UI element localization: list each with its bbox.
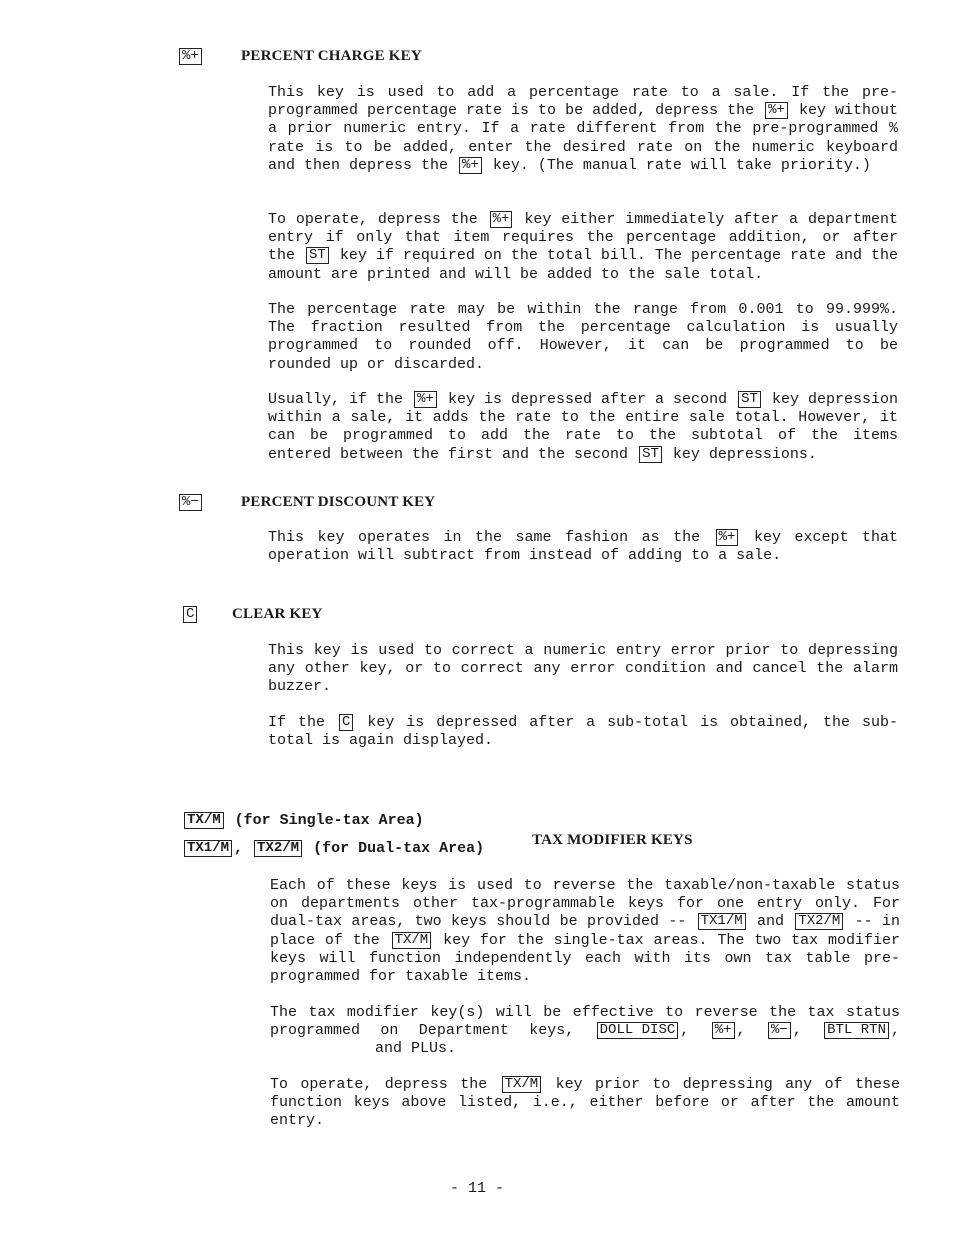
- clear-key-symbol: C: [183, 606, 197, 623]
- clear-paragraph-1: This key is used to correct a numeric entry error prior to depressing any other key, or to correct any error condition and cancel the alarm buzzer.: [268, 642, 898, 696]
- percent-minus-key: %−: [768, 1022, 791, 1039]
- percent-charge-paragraph-2: To operate, depress the %+ key either immediately after a department entry if only that item requires the percentage addition, or after the ST key if required on the total bill. The percentage rate and the amount are printed and will be added to the sale total.: [268, 211, 898, 283]
- tx1-m-key: TX1/M: [698, 913, 746, 930]
- tax-modifier-paragraph-1: Each of these keys is used to reverse the taxable/non-taxable status on departments other tax-programmable keys for one entry only. For dual-tax areas, two keys should be provided -- TX1/M and TX2/M -- in place of the TX/M key for the single-tax areas. The two tax modifier keys will function independently each with its own tax table pre-programmed for taxable items.: [270, 877, 900, 986]
- percent-discount-paragraph: This key operates in the same fashion as the %+ key except that operation will subtract from instead of adding to a sale.: [268, 529, 898, 565]
- percent-plus-key: %+: [459, 157, 482, 174]
- percent-charge-paragraph-4: Usually, if the %+ key is depressed after a second ST key depression within a sale, it adds the rate to the entire sale total. However, it can be programmed to add the rate to the subtotal of the items entered between the first and the second ST key depressions.: [268, 391, 898, 463]
- percent-discount-key-symbol: %−: [179, 494, 202, 511]
- percent-plus-key: %+: [712, 1022, 735, 1039]
- percent-plus-key: %+: [414, 391, 437, 408]
- percent-charge-paragraph-1: This key is used to add a percentage rate to a sale. If the pre-programmed percentage rate is to be added, depress the %+ key without a prior numeric entry. If a rate different from the pre-programmed % rate is to be added, enter the desired rate on the numeric keyboard and then depress the %+ key. (The manual rate will take priority.): [268, 84, 898, 174]
- percent-charge-heading: PERCENT CHARGE KEY: [241, 48, 422, 64]
- tax-modifier-single-line: TX/M (for Single-tax Area): [182, 812, 424, 829]
- subtotal-key: ST: [639, 446, 662, 463]
- tx-m-key: TX/M: [184, 812, 224, 829]
- tax-modifier-paragraph-2: The tax modifier key(s) will be effective to reverse the tax status programmed on Department keys, DOLL DISC , %+ , %− , BTL RTN , and PLUs.: [270, 1004, 900, 1058]
- btl-rtn-key: BTL RTN: [824, 1022, 889, 1039]
- clear-paragraph-2: If the C key is depressed after a sub-total is obtained, the sub-total is again displayed.: [268, 714, 898, 750]
- percent-charge-key-symbol: %+: [179, 48, 202, 65]
- percent-plus-key: %+: [490, 211, 513, 228]
- doll-disc-key: DOLL DISC: [597, 1022, 679, 1039]
- tx-m-key: TX/M: [392, 932, 432, 949]
- tx-m-key: TX/M: [502, 1076, 542, 1093]
- tax-modifier-paragraph-3: To operate, depress the TX/M key prior to depressing any of these function keys above listed, i.e., either before or after the amount entry.: [270, 1076, 900, 1130]
- percent-plus-key: %+: [765, 102, 788, 119]
- page-number: - 11 -: [449, 1180, 504, 1197]
- subtotal-key: ST: [306, 247, 329, 264]
- tx2-m-key: TX2/M: [795, 913, 843, 930]
- percent-plus-key: %+: [716, 529, 739, 546]
- tx2-m-key: TX2/M: [254, 840, 302, 857]
- tax-modifier-dual-line: TX1/M , TX2/M (for Dual-tax Area): [182, 840, 484, 857]
- tax-modifier-heading: TAX MODIFIER KEYS: [532, 832, 693, 848]
- percent-charge-paragraph-3: The percentage rate may be within the range from 0.001 to 99.999%. The fraction resulted from the percentage calculation is usually programmed to rounded off. However, it can be programmed to be rounded up or discarded.: [268, 301, 898, 373]
- clear-key-heading: CLEAR KEY: [232, 606, 323, 622]
- percent-discount-heading: PERCENT DISCOUNT KEY: [241, 494, 436, 510]
- subtotal-key: ST: [738, 391, 761, 408]
- tx1-m-key: TX1/M: [184, 840, 232, 857]
- clear-key: C: [339, 714, 353, 731]
